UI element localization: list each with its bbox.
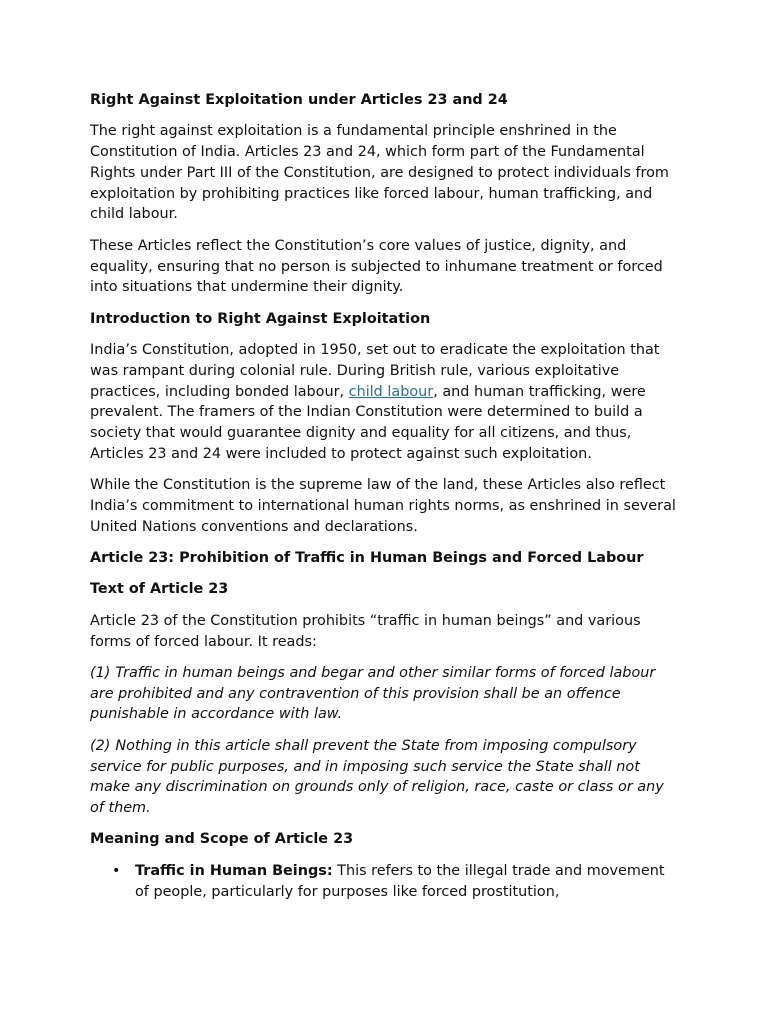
clause-2-text: Nothing in this article shall prevent the State from imposing compulsory service for public purposes, and in imposing such service the State shall not make any discrimination on grounds only of religion, race, caste or class or any of them. [90, 737, 664, 817]
paragraph-article-23-intro: Article 23 of the Constitution prohibits “traffic in human beings” and various forms of forced labour. It reads: [90, 612, 641, 650]
paragraph-history [90, 340, 680, 465]
list-item [112, 861, 680, 903]
paragraph-intro-1: The right against exploitation is a fundamental principle enshrined in the Constitution of India. Articles 23 and 24, which form part of the Fundamental Rights under Part III of the Constitution, are designed to protect individuals from exploitation by prohibiting practices like forced labour, human trafficking, and child labour. [90, 123, 669, 223]
heading-introduction: Introduction to Right Against Exploitation [90, 310, 431, 327]
clause-2-number: (2) [90, 737, 111, 754]
heading-article-23: Article 23: Prohibition of Traffic in Human Beings and Forced Labour [90, 550, 644, 567]
document-page [90, 90, 680, 902]
article-23-clause-1 [90, 663, 680, 725]
child-labour-link[interactable]: child labour [348, 383, 434, 400]
document-title: Right Against Exploitation under Articles 23 and 24 [90, 92, 508, 108]
clause-1-number: (1) [90, 664, 111, 681]
clause-1-text: Traffic in human beings and begar and other similar forms of forced labour are prohibited and any contravention of this provision shall be an offence punishable in accordance with law. [90, 664, 656, 723]
article-23-clause-2 [90, 736, 680, 819]
paragraph-intro-2: These Articles reflect the Constitution’s core values of justice, dignity, and equality, ensuring that no person is subjected to inhumane treatment or forced into situations that undermine their dignity. [90, 237, 663, 296]
bullet-icon: • [112, 862, 121, 879]
heading-meaning-scope: Meaning and Scope of Article 23 [90, 831, 354, 848]
paragraph-history-start: India’s Constitution, adopted in 1950, set out to eradicate the exploitation that was rampant during colonial rule. During British rule, various exploitative practices, including bonded labour, [90, 341, 660, 400]
paragraph-international: While the Constitution is the supreme law of the land, these Articles also reflect India’s commitment to international human rights norms, as enshrined in several United Nations conventions and declarations. [90, 477, 676, 535]
list-item-text: This refers to the illegal trade and movement of people, particularly for purposes like forced prostitution, [135, 862, 665, 900]
heading-text-article-23: Text of Article 23 [90, 581, 229, 598]
paragraph-history-end: , and human trafficking, were prevalent. The framers of the Indian Constitution were determined to build a society that would guarantee dignity and equality for all citizens, and thus, Articles 23 and 24 were included to protect against such exploitation. [90, 383, 646, 462]
list-item-term: Traffic in Human Beings: [135, 862, 333, 879]
scope-list [90, 861, 680, 903]
